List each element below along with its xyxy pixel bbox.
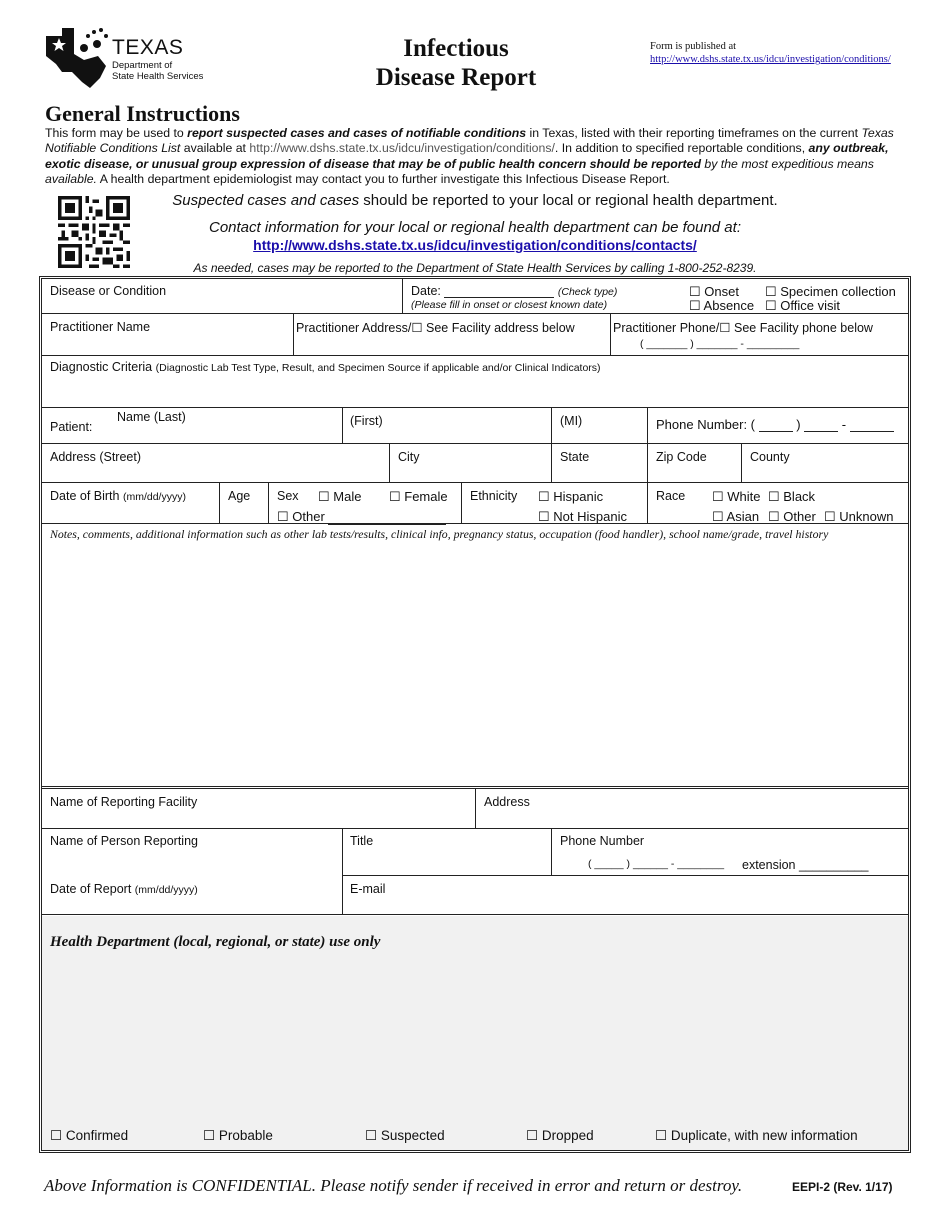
published-link[interactable]: http://www.dshs.state.tx.us/idcu/investigation/conditions/ <box>650 54 891 65</box>
texas-logo-icon <box>44 26 114 90</box>
instructions-heading: General Instructions <box>45 101 240 126</box>
suspected-italic: Suspected cases and cases <box>172 192 360 209</box>
age-field[interactable]: Age <box>228 489 251 503</box>
reporter-phone-blank[interactable]: ( _____ ) ______ - ________ <box>588 858 725 870</box>
form-title <box>350 34 562 92</box>
black-checkbox[interactable]: ☐ Black <box>768 489 816 504</box>
practitioner-name-field[interactable]: Practitioner Name <box>50 320 151 334</box>
city-field[interactable]: City <box>398 450 420 464</box>
instr-text: available at <box>180 141 250 156</box>
diagnostic-criteria-field[interactable] <box>50 360 601 374</box>
phone-number-label: Phone Number: ( <box>656 417 755 432</box>
asian-checkbox[interactable]: ☐ Asian <box>712 509 760 524</box>
notes-field[interactable]: Notes, comments, additional information such as other lab tests/results, clinical info, pregnancy status, occupation (food handler), school name/grade, travel history <box>50 527 829 541</box>
white-checkbox[interactable]: ☐ White <box>712 489 761 504</box>
dob-label: Date of Birth <box>50 489 120 503</box>
female-checkbox[interactable]: ☐ Female <box>389 489 448 504</box>
last-name-field[interactable]: Name (Last) <box>117 410 186 424</box>
logo-text: TEXAS <box>112 36 184 59</box>
probable-checkbox[interactable]: ☐ Probable <box>203 1128 273 1143</box>
other-sex-checkbox[interactable] <box>277 509 446 525</box>
county-field[interactable]: County <box>750 450 790 464</box>
zip-field[interactable]: Zip Code <box>656 450 707 464</box>
email-field[interactable]: E-mail <box>350 882 386 896</box>
street-address-field[interactable]: Address (Street) <box>50 450 142 464</box>
absence-checkbox[interactable]: ☐ Absence <box>689 298 755 313</box>
race-label: Race <box>656 489 686 503</box>
instr-text: . In addition to specified reportable conditions, <box>554 141 809 156</box>
instr-emph: any outbreak, exotic disease, or unusual group expression of disease that may be of public health concern should be reported <box>45 141 889 171</box>
middle-initial-field[interactable]: (MI) <box>560 414 583 428</box>
health-dept-title: Health Department (local, regional, or state) use only <box>50 934 381 950</box>
date-of-report-field[interactable] <box>50 882 198 896</box>
practitioner-phone-field[interactable]: Practitioner Phone/☐ See Facility phone below <box>613 321 873 335</box>
instr-url: http://www.dshs.state.tx.us/idcu/investigation/conditions/ <box>249 141 555 156</box>
dob-format: (mm/dd/yyyy) <box>122 491 186 503</box>
ethnicity-label: Ethnicity <box>470 489 518 503</box>
report-date-format: (mm/dd/yyyy) <box>134 884 198 896</box>
published-label: Form is published at <box>650 41 737 52</box>
confidential-notice: Above Information is CONFIDENTIAL. Please notify sender if received in error and return or destroy. <box>44 1176 743 1195</box>
logo-sub1: Department of <box>112 60 173 71</box>
practitioner-phone-blank[interactable]: ( _______ ) _______ - _________ <box>640 338 800 350</box>
health-dept-section <box>42 916 908 1150</box>
qr-code-icon[interactable] <box>58 196 130 268</box>
reporter-phone-label[interactable]: Phone Number <box>560 834 645 848</box>
form-number: EEPI-2 (Rev. 1/17) <box>792 1180 893 1194</box>
contact-block <box>150 191 800 254</box>
instr-text: in Texas, listed with their reporting timeframes on the current <box>526 126 862 140</box>
instr-emph: report suspected cases and cases of notifiable conditions <box>187 126 527 140</box>
title-line1: Infectious <box>403 35 509 62</box>
first-name-field[interactable]: (First) <box>350 414 383 428</box>
suspected-checkbox[interactable]: ☐ Suspected <box>365 1128 445 1143</box>
office-visit-checkbox[interactable]: ☐ Office visit <box>765 298 840 313</box>
onset-checkbox[interactable]: ☐ Onset <box>689 284 739 299</box>
logo-sub2: State Health Services <box>112 71 204 82</box>
instr-text: A health department epidemiologist may contact you to further investigate this Infectious Disease Report. <box>96 172 670 187</box>
specimen-checkbox[interactable]: ☐ Specimen collection <box>765 284 896 299</box>
contact-line: Contact information for your local or regional health department can be found at: <box>209 219 741 236</box>
logo-subtitle <box>112 60 203 82</box>
other-sex-label: ☐ Other <box>277 509 325 524</box>
patient-label: Patient: <box>50 420 93 434</box>
extension-field[interactable]: extension __________ <box>742 858 869 872</box>
dropped-checkbox[interactable]: ☐ Dropped <box>526 1128 594 1143</box>
confirmed-checkbox[interactable]: ☐ Confirmed <box>50 1128 129 1143</box>
dob-field[interactable] <box>50 489 186 503</box>
contacts-link[interactable]: http://www.dshs.state.tx.us/idcu/investigation/conditions/contacts/ <box>253 237 697 253</box>
suspected-line <box>150 191 800 211</box>
title-field[interactable]: Title <box>350 834 374 848</box>
reporting-facility-field[interactable]: Name of Reporting Facility <box>50 795 198 809</box>
date-of-report-label: Date of Report <box>50 882 132 896</box>
patient-phone-field[interactable]: Phone Number: ( ) - <box>656 417 894 432</box>
published-note <box>650 40 891 66</box>
practitioner-address-field[interactable]: Practitioner Address/☐ See Facility address below <box>296 321 575 335</box>
state-field[interactable]: State <box>560 450 590 464</box>
instr-list-name: Texas Notifiable Conditions List <box>45 126 894 156</box>
phone-report-note: As needed, cases may be reported to the Department of State Health Services by calling 1-800-252-8239. <box>193 261 757 275</box>
date-label: Date: <box>411 284 441 298</box>
hispanic-checkbox[interactable]: ☐ Hispanic <box>538 489 604 504</box>
diag-label: Diagnostic Criteria <box>50 360 153 374</box>
disease-label[interactable]: Disease or Condition <box>50 284 167 298</box>
duplicate-checkbox[interactable]: ☐ Duplicate, with new information <box>655 1128 858 1143</box>
person-reporting-field[interactable]: Name of Person Reporting <box>50 834 198 848</box>
male-checkbox[interactable]: ☐ Male <box>318 489 362 504</box>
instructions-paragraph <box>45 126 905 188</box>
date-field[interactable] <box>411 284 617 298</box>
facility-address-field[interactable]: Address <box>484 795 530 809</box>
unknown-race-checkbox[interactable]: ☐ Unknown <box>824 509 894 524</box>
other-race-checkbox[interactable]: ☐ Other <box>768 509 816 524</box>
suspected-rest: should be reported to your local or regional health department. <box>359 192 778 209</box>
diag-note: (Diagnostic Lab Test Type, Result, and Specimen Source if applicable and/or Clinical Indicators) <box>155 362 601 374</box>
check-type-note: (Check type) <box>557 286 618 298</box>
instr-text: by the most expeditious means available. <box>45 156 874 187</box>
sex-label: Sex <box>277 489 299 503</box>
not-hispanic-checkbox[interactable]: ☐ Not Hispanic <box>538 509 627 524</box>
instr-text: This form may be used to <box>45 126 188 140</box>
date-note: (Please fill in onset or closest known date) <box>411 299 608 311</box>
title-line2: Disease Report <box>375 64 537 91</box>
dshs-logo <box>44 26 214 90</box>
